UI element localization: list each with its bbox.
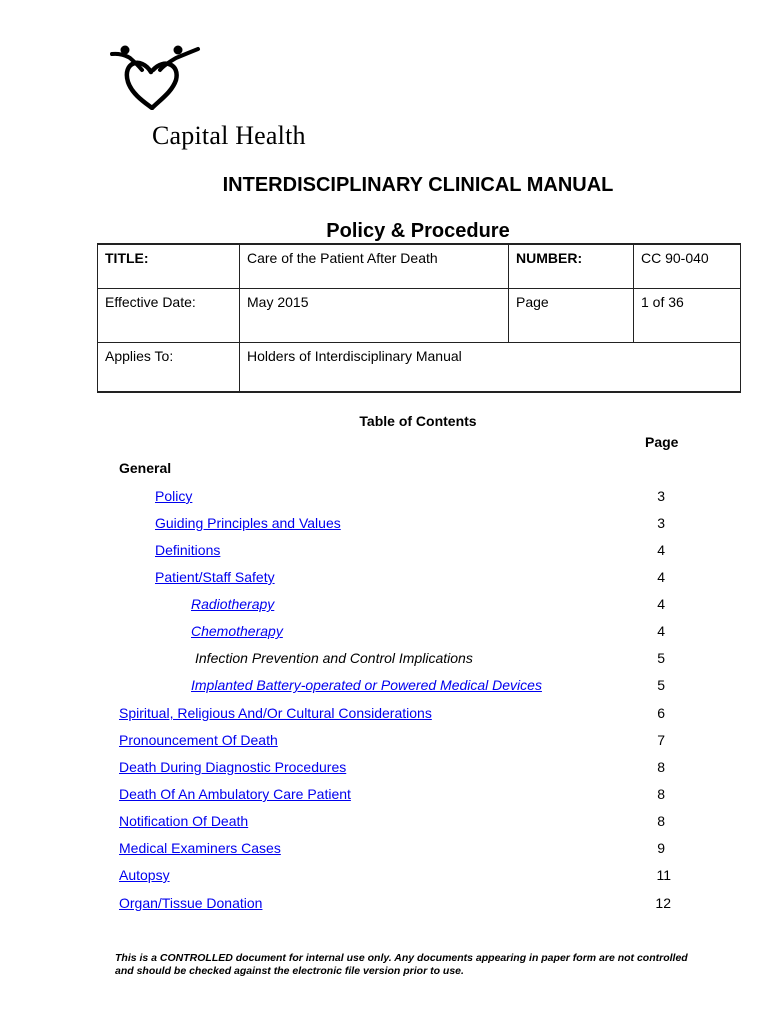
document-subtitle: Policy & Procedure (326, 220, 510, 242)
toc-item-implanted-devices[interactable] (191, 677, 665, 695)
toc-link[interactable]: Death Of An Ambulatory Care Patient (119, 786, 351, 802)
toc-link[interactable]: Radiotherapy (191, 596, 275, 612)
toc-item-definitions[interactable] (155, 542, 665, 560)
toc-link[interactable]: Notification Of Death (119, 813, 249, 829)
toc-page-number: 12 (655, 895, 671, 911)
toc-item-pronouncement-of-death[interactable] (119, 732, 665, 750)
toc-link[interactable]: Patient/Staff Safety (155, 569, 275, 585)
toc-page-number: 8 (657, 759, 665, 775)
toc-page-number: 7 (657, 732, 665, 748)
toc-link[interactable]: Implanted Battery-operated or Powered Medical Devices (191, 677, 542, 693)
toc-page-number: 5 (657, 650, 665, 666)
toc-link[interactable]: Organ/Tissue Donation (119, 895, 263, 911)
page-label: Page (509, 288, 634, 342)
toc-page-number: 8 (657, 786, 665, 802)
toc-page-number: 9 (657, 840, 665, 856)
toc-page-number: 4 (657, 596, 665, 612)
effective-date-value: May 2015 (240, 288, 509, 342)
toc-link[interactable]: Guiding Principles and Values (155, 515, 341, 531)
toc-link[interactable]: Pronouncement Of Death (119, 732, 278, 748)
applies-to-value: Holders of Interdisciplinary Manual (240, 342, 741, 392)
toc-title: Table of Contents (359, 413, 477, 429)
applies-to-label: Applies To: (98, 342, 240, 392)
toc-item-spiritual-considerations[interactable] (119, 705, 665, 723)
toc-label: Infection Prevention and Control Implications (195, 650, 473, 666)
toc-item-organ-tissue-donation[interactable] (119, 895, 671, 913)
brand-name: Capital Health (152, 121, 306, 150)
toc-page-number: 4 (657, 542, 665, 558)
toc-item-guiding-principles[interactable] (155, 515, 665, 533)
toc-link[interactable]: Chemotherapy (191, 623, 283, 639)
toc-link[interactable]: Autopsy (119, 867, 170, 883)
toc-page-number: 3 (657, 488, 665, 504)
toc-link[interactable]: Medical Examiners Cases (119, 840, 281, 856)
toc-page-header: Page (645, 434, 679, 450)
number-label: NUMBER: (509, 244, 634, 288)
toc-section-general: General (119, 460, 172, 476)
policy-header-table (97, 243, 741, 393)
manual-title: INTERDISCIPLINARY CLINICAL MANUAL (222, 174, 614, 196)
toc-page-number: 6 (657, 705, 665, 721)
toc-link[interactable]: Definitions (155, 542, 221, 558)
toc-item-infection-prevention (195, 650, 665, 668)
number-value: CC 90-040 (634, 244, 741, 288)
page-value: 1 of 36 (634, 288, 741, 342)
controlled-document-footer: This is a CONTROLLED document for internal use only. Any documents appearing in paper form are not controlled and should be checked against the electronic file version prior to use. (115, 952, 688, 977)
toc-item-chemotherapy[interactable] (191, 623, 665, 641)
toc-item-radiotherapy[interactable] (191, 596, 665, 614)
toc-item-autopsy[interactable] (119, 867, 671, 885)
toc-page-number: 11 (656, 867, 671, 883)
capital-health-logo-icon (108, 44, 204, 110)
toc-item-death-diagnostic[interactable] (119, 759, 665, 777)
toc-item-patient-staff-safety[interactable] (155, 569, 665, 587)
toc-link[interactable]: Death During Diagnostic Procedures (119, 759, 347, 775)
toc-link[interactable]: Spiritual, Religious And/Or Cultural Considerations (119, 705, 432, 721)
toc-page-number: 4 (657, 569, 665, 585)
toc-item-medical-examiners[interactable] (119, 840, 665, 858)
title-label: TITLE: (98, 244, 240, 288)
toc-item-policy[interactable] (155, 488, 665, 506)
effective-date-label: Effective Date: (98, 288, 240, 342)
toc-item-notification-of-death[interactable] (119, 813, 665, 831)
title-value: Care of the Patient After Death (240, 244, 509, 288)
toc-link[interactable]: Policy (155, 488, 193, 504)
toc-item-death-ambulatory[interactable] (119, 786, 665, 804)
toc-page-number: 4 (657, 623, 665, 639)
toc-page-number: 3 (657, 515, 665, 531)
toc-page-number: 5 (657, 677, 665, 693)
toc-page-number: 8 (657, 813, 665, 829)
